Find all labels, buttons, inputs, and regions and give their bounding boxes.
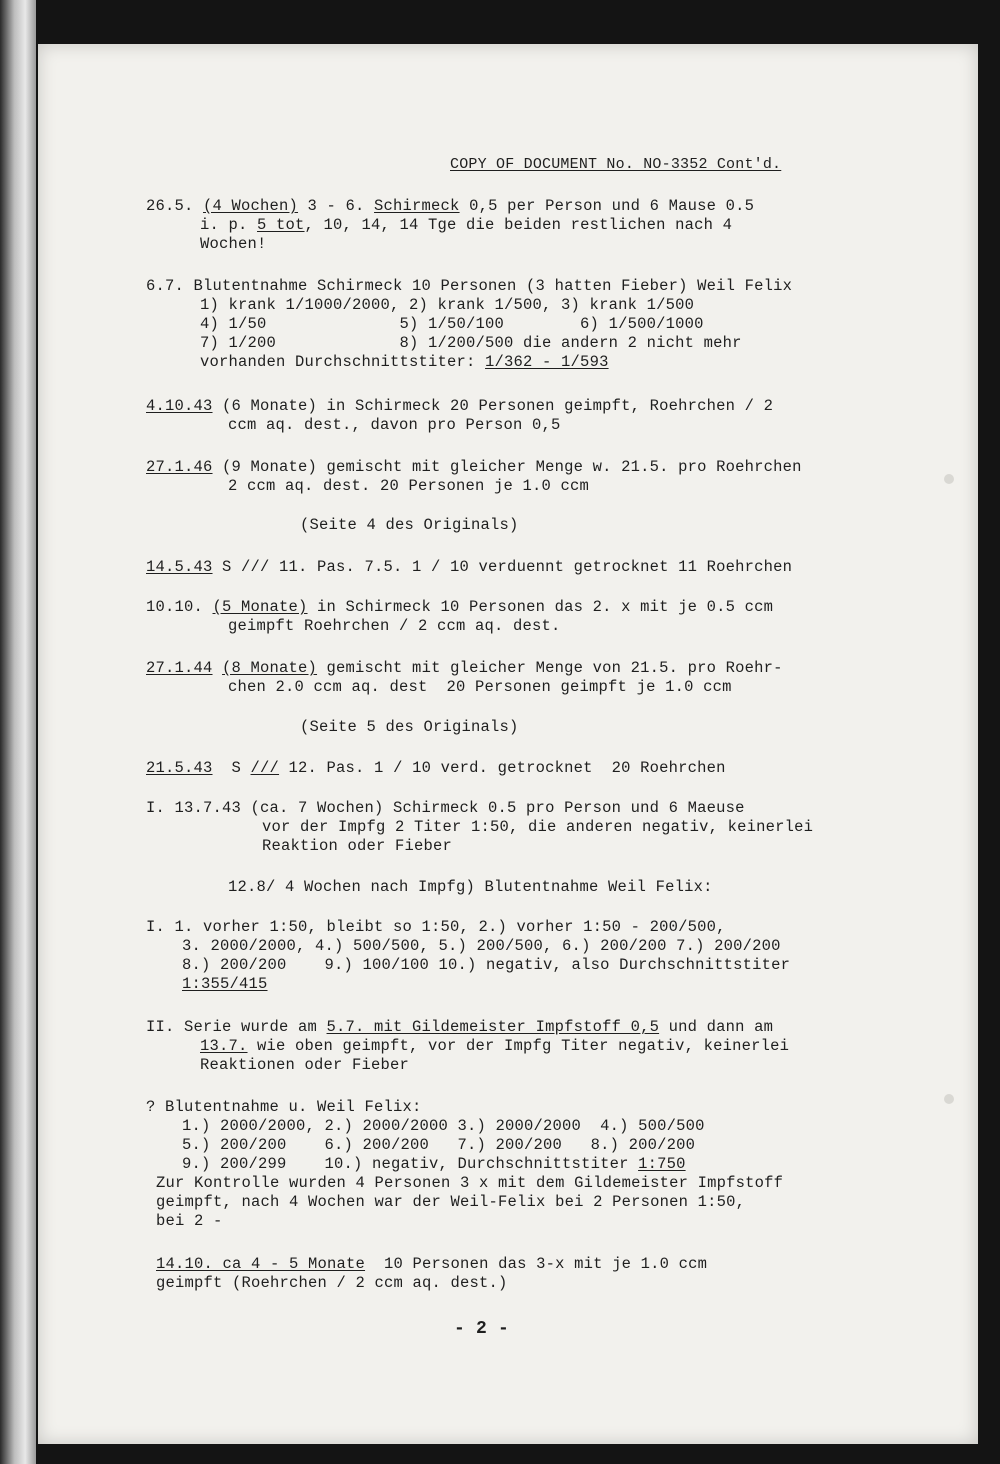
underlined-segment: 5.7. mit Gildemeister Impfstoff 0,5 (326, 1018, 660, 1036)
text-line (228, 617, 561, 635)
text-segment: vorhanden Durchschnittstiter: (200, 353, 486, 371)
text-line (182, 1155, 686, 1173)
text-line (156, 1193, 745, 1211)
text-line (146, 659, 783, 677)
underlined-segment: 27.1.44 (146, 659, 213, 677)
underlined-segment: 14.5.43 (146, 558, 213, 576)
text-segment: 10.10. (146, 598, 213, 616)
text-segment: 1) krank 1/1000/2000, 2) krank 1/500, 3) krank 1/500 (200, 296, 695, 314)
text-segment: Reaktionen oder Fieber (200, 1056, 410, 1074)
text-segment: 26.5. (146, 197, 204, 215)
text-line (200, 1056, 409, 1074)
text-segment: ? Blutentnahme u. Weil Felix: (146, 1098, 422, 1116)
text-line (200, 296, 694, 314)
text-line (262, 837, 452, 855)
text-segment: 5.) 200/200 6.) 200/200 7.) 200/200 8.) 200/200 (182, 1136, 696, 1154)
text-segment: vor der Impfg 2 Titer 1:50, die anderen negativ, keinerlei (262, 818, 814, 836)
text-line (200, 216, 732, 234)
text-segment: 12.8/ 4 Wochen nach Impfg) Blutentnahme Weil Felix: (228, 878, 713, 896)
underlined-segment: 5 tot (257, 216, 305, 234)
text-segment: (9 Monate) gemischt mit gleicher Menge w. 21.5. pro Roehrchen (212, 458, 802, 476)
underlined-segment: 1:355/415 (182, 975, 268, 993)
text-line (262, 818, 813, 836)
text-line (200, 315, 704, 333)
underlined-segment: Schirmeck (374, 197, 460, 215)
text-segment: 7) 1/200 8) 1/200/500 die andern 2 nicht mehr (200, 334, 742, 352)
text-line (200, 334, 742, 352)
text-segment: (6 Monate) in Schirmeck 20 Personen geimpft, Roehrchen / 2 (212, 397, 774, 415)
text-segment: 9.) 200/299 10.) negativ, Durchschnittstiter (182, 1155, 639, 1173)
text-line (146, 197, 754, 215)
text-segment: 8.) 200/200 9.) 100/100 10.) negativ, also Durchschnittstiter (182, 956, 791, 974)
section-marker (300, 718, 519, 736)
text-segment: 12. Pas. 1 / 10 verd. getrocknet 20 Roehrchen (279, 759, 726, 777)
text-segment: I. 1. vorher 1:50, bleibt so 1:50, 2.) vorher 1:50 - 200/500, (146, 918, 726, 936)
underlined-segment: (4 Wochen) (203, 197, 299, 215)
document-heading: COPY OF DOCUMENT No. NO-3352 Cont'd. (450, 156, 782, 173)
text-line (200, 235, 267, 253)
text-segment: in Schirmeck 10 Personen das 2. x mit je 0.5 ccm (307, 598, 774, 616)
text-segment: wie oben geimpft, vor der Impfg Titer negativ, keinerlei (247, 1037, 790, 1055)
text-segment: 3. 2000/2000, 4.) 500/500, 5.) 200/500, 6.) 200/200 7.) 200/200 (182, 937, 781, 955)
text-line (146, 558, 792, 576)
section-marker (300, 516, 519, 534)
binder-edge (0, 0, 36, 1464)
text-segment: S (212, 759, 251, 777)
text-line (156, 1255, 707, 1273)
text-segment: S /// 11. Pas. 7.5. 1 / 10 verduennt getrocknet 11 Roehrchen (212, 558, 793, 576)
text-line (200, 353, 609, 371)
text-line (156, 1274, 508, 1292)
text-segment: (Seite 5 des Originals) (300, 718, 519, 736)
text-segment: Zur Kontrolle wurden 4 Personen 3 x mit dem Gildemeister Impfstoff (156, 1174, 784, 1192)
text-segment: 0,5 per Person und 6 Mause 0.5 (459, 197, 755, 215)
underlined-segment: (5 Monate) (212, 598, 308, 616)
text-line (228, 678, 732, 696)
text-line (182, 1136, 695, 1154)
text-line (146, 458, 802, 476)
text-line (146, 918, 726, 936)
text-line (182, 956, 790, 974)
text-line (228, 416, 561, 434)
underlined-segment: 14.10. ca 4 - 5 Monate (156, 1255, 366, 1273)
underlined-segment: 1:750 (638, 1155, 686, 1173)
text-segment: 3 - 6. (298, 197, 375, 215)
page-number: - 2 - (454, 1319, 510, 1339)
text-line (200, 1037, 789, 1055)
document-page (38, 44, 978, 1444)
text-line (146, 277, 792, 295)
text-segment: bei 2 - (156, 1212, 223, 1230)
text-segment: , 10, 14, 14 Tge die beiden restlichen nach 4 (304, 216, 733, 234)
text-segment: (Seite 4 des Originals) (300, 516, 519, 534)
text-line (156, 1174, 783, 1192)
text-segment: und dann am (659, 1018, 774, 1036)
text-segment: I. 13.7.43 (ca. 7 Wochen) Schirmeck 0.5 pro Person und 6 Maeuse (146, 799, 745, 817)
underlined-segment: (8 Monate) (222, 659, 318, 677)
text-line (146, 1018, 773, 1036)
text-segment: geimpft, nach 4 Wochen war der Weil-Felix bei 2 Personen 1:50, (156, 1193, 746, 1211)
text-segment: i. p. (200, 216, 258, 234)
text-segment: 4) 1/50 5) 1/50/100 6) 1/500/1000 (200, 315, 704, 333)
text-line (146, 799, 745, 817)
underlined-segment: /// (250, 759, 280, 777)
text-line (182, 1117, 705, 1135)
typewritten-text (38, 44, 978, 1444)
text-segment: ccm aq. dest., davon pro Person 0,5 (228, 416, 561, 434)
underlined-segment: 27.1.46 (146, 458, 213, 476)
text-segment: geimpft (Roehrchen / 2 ccm aq. dest.) (156, 1274, 508, 1292)
text-line (156, 1212, 223, 1230)
underlined-segment: 1/362 - 1/593 (485, 353, 609, 371)
text-line (146, 1098, 422, 1116)
text-segment: Reaktion oder Fieber (262, 837, 453, 855)
text-segment: chen 2.0 ccm aq. dest 20 Personen geimpft je 1.0 ccm (228, 678, 732, 696)
text-segment: geimpft Roehrchen / 2 ccm aq. dest. (228, 617, 561, 635)
underlined-segment: 21.5.43 (146, 759, 213, 777)
text-segment: gemischt mit gleicher Menge von 21.5. pro Roehr- (317, 659, 783, 677)
text-segment: Wochen! (200, 235, 267, 253)
text-line (146, 397, 773, 415)
text-line (182, 937, 781, 955)
text-segment: 2 ccm aq. dest. 20 Personen je 1.0 ccm (228, 477, 590, 495)
text-segment (213, 659, 223, 677)
text-segment: 1.) 2000/2000, 2.) 2000/2000 3.) 2000/2000 4.) 500/500 (182, 1117, 705, 1135)
text-line (182, 975, 268, 993)
text-segment: 10 Personen das 3-x mit je 1.0 ccm (365, 1255, 708, 1273)
text-segment: 6.7. Blutentnahme Schirmeck 10 Personen (3 hatten Fieber) Weil Felix (146, 277, 793, 295)
text-line (146, 598, 773, 616)
underlined-segment: 4.10.43 (146, 397, 213, 415)
text-line (146, 759, 726, 777)
text-line (228, 878, 713, 896)
underlined-segment: 13.7. (200, 1037, 248, 1055)
text-line (228, 477, 589, 495)
text-segment: II. Serie wurde am (146, 1018, 327, 1036)
